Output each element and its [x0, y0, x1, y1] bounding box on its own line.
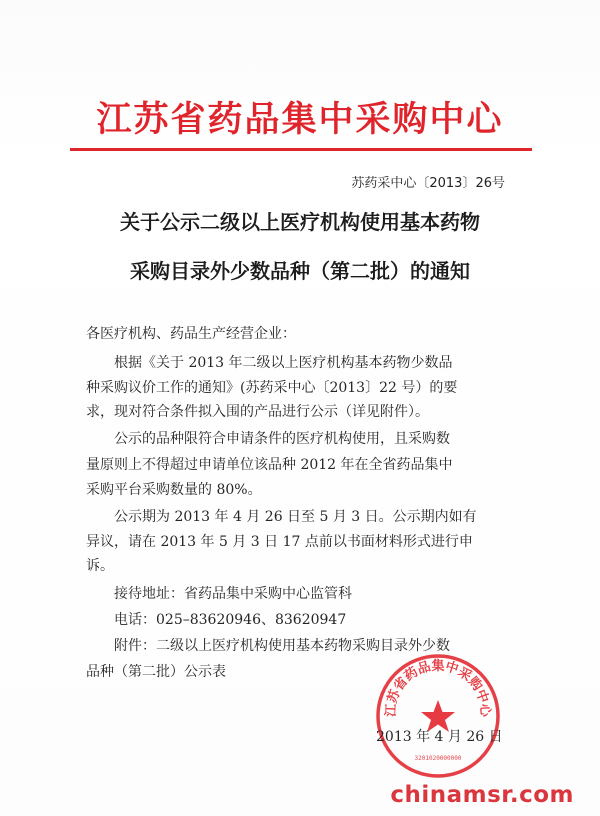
organization-header: 江苏省药品集中采购中心: [96, 99, 504, 140]
notice-title-line-1: 关于公示二级以上医疗机构使用基本药物: [120, 210, 480, 234]
paragraph-1-line-1: 根据《关于 2013 年二级以上医疗机构基本药物少数品: [114, 355, 453, 371]
paragraph-2-line-2: 量原则上不得超过申请单位该品种 2012 年在全省药品集中: [86, 457, 453, 473]
seal-arc-text: 江苏省药品集中采购中心: [383, 658, 493, 718]
document-number: 苏药采中心〔2013〕26号: [351, 176, 505, 191]
paragraph-3-line-3: 诉。: [86, 558, 114, 574]
seal-code: 3201020000000: [414, 755, 462, 762]
paragraph-1-line-3: 求，现对符合条件拟入围的产品进行公示（详见附件）。: [86, 404, 429, 420]
salutation: 各医疗机构、药品生产经营企业：: [86, 326, 296, 342]
attachment-line-2: 品种（第二批）公示表: [86, 664, 226, 680]
paragraph-1-line-2: 种采购议价工作的通知》(苏药采中心〔2013〕22 号）的要: [86, 380, 458, 396]
site-watermark: chinamsr.com: [390, 782, 574, 808]
contact-address: 接待地址：省药品集中采购中心监管科: [114, 586, 352, 602]
document-date: 2013 年 4 月 26 日: [376, 729, 503, 745]
paragraph-2-line-3: 采购平台采购数量的 80%。: [86, 482, 262, 498]
attachment-line-1: 附件：二级以上医疗机构使用基本药物采购目录外少数: [114, 638, 450, 654]
paragraph-3-line-1: 公示期为 2013 年 4 月 26 日至 5 月 3 日。公示期内如有: [114, 509, 477, 525]
paragraph-2-line-1: 公示的品种限符合申请条件的医疗机构使用，且采购数: [114, 431, 450, 447]
contact-phone: 电话：025–83620946、83620947: [114, 612, 347, 628]
official-seal: [374, 652, 502, 780]
paragraph-3-line-2: 异议，请在 2013 年 5 月 3 日 17 点前以书面材料形式进行申: [86, 534, 473, 550]
header-red-rule: [70, 148, 532, 151]
notice-title-line-2: 采购目录外少数品种（第二批）的通知: [130, 259, 470, 283]
